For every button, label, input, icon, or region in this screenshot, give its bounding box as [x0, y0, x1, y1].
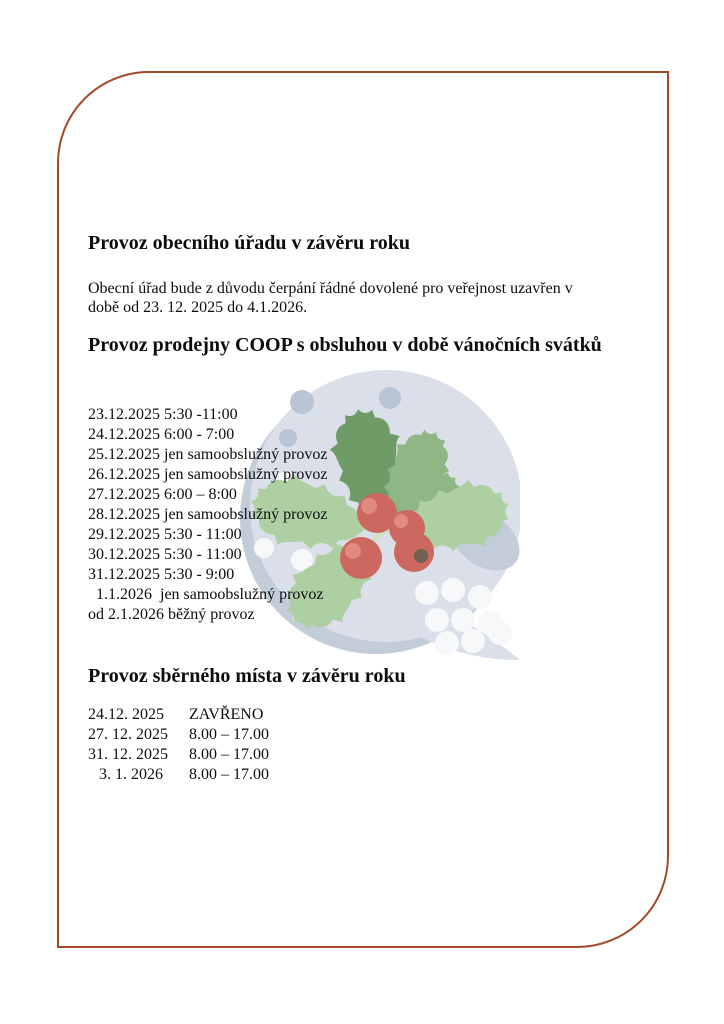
schedule-date: 27. 12. 2025	[88, 726, 168, 743]
berry-spot	[414, 549, 428, 563]
berry-highlight	[394, 514, 408, 528]
section-title-coop: Provoz prodejny COOP s obsluhou v době vánočních svátků	[88, 334, 602, 356]
section-title-collection-point: Provoz sběrného místa v závěru roku	[88, 665, 406, 687]
dot	[425, 608, 449, 632]
schedule-line: od 2.1.2026 běžný provoz	[88, 606, 255, 623]
dot	[441, 578, 465, 602]
schedule-line: 28.12.2025 jen samoobslužný provoz	[88, 506, 328, 523]
schedule-line: 30.12.2025 5:30 - 11:00	[88, 546, 242, 563]
schedule-line: 23.12.2025 5:30 -11:00	[88, 406, 238, 423]
schedule-date: 24.12. 2025	[88, 706, 164, 723]
berry	[340, 537, 382, 579]
dot	[461, 629, 485, 653]
section-title-office: Provoz obecního úřadu v závěru roku	[88, 232, 411, 254]
schedule-row	[88, 765, 269, 785]
schedule-time: 8.00 – 17.00	[189, 746, 269, 763]
berry-highlight	[361, 498, 377, 514]
coop-schedule-list	[88, 405, 328, 625]
schedule-line: 29.12.2025 5:30 - 11:00	[88, 526, 242, 543]
collection-point-schedule	[88, 705, 269, 785]
white-dots-cluster	[415, 578, 512, 655]
schedule-row	[88, 725, 269, 745]
office-closure-text: Obecní úřad bude z důvodu čerpání řádné dovolené pro veřejnost uzavřen v době od 23. 12. 2025 do 4.1.2026.	[88, 280, 573, 316]
schedule-line: 27.12.2025 6:00 – 8:00	[88, 486, 237, 503]
schedule-time: ZAVŘENO	[189, 706, 264, 723]
schedule-date: 3. 1. 2026	[99, 766, 163, 783]
schedule-line: 1.1.2026 jen samoobslužný provoz	[88, 586, 324, 603]
schedule-line: 26.12.2025 jen samoobslužný provoz	[88, 466, 328, 483]
dot	[451, 608, 475, 632]
schedule-date: 31. 12. 2025	[88, 746, 168, 763]
schedule-row	[88, 705, 269, 725]
schedule-line: 31.12.2025 5:30 - 9:00	[88, 566, 235, 583]
dot	[415, 581, 439, 605]
berry	[394, 532, 434, 572]
dot	[468, 585, 492, 609]
berry-highlight	[345, 543, 361, 559]
schedule-row	[88, 745, 269, 765]
dot	[435, 631, 459, 655]
schedule-time: 8.00 – 17.00	[189, 726, 269, 743]
schedule-time: 8.00 – 17.00	[189, 766, 269, 783]
schedule-line: 25.12.2025 jen samoobslužný provoz	[88, 446, 328, 463]
dot	[379, 387, 401, 409]
schedule-line: 24.12.2025 6:00 - 7:00	[88, 426, 235, 443]
dot	[488, 621, 512, 645]
